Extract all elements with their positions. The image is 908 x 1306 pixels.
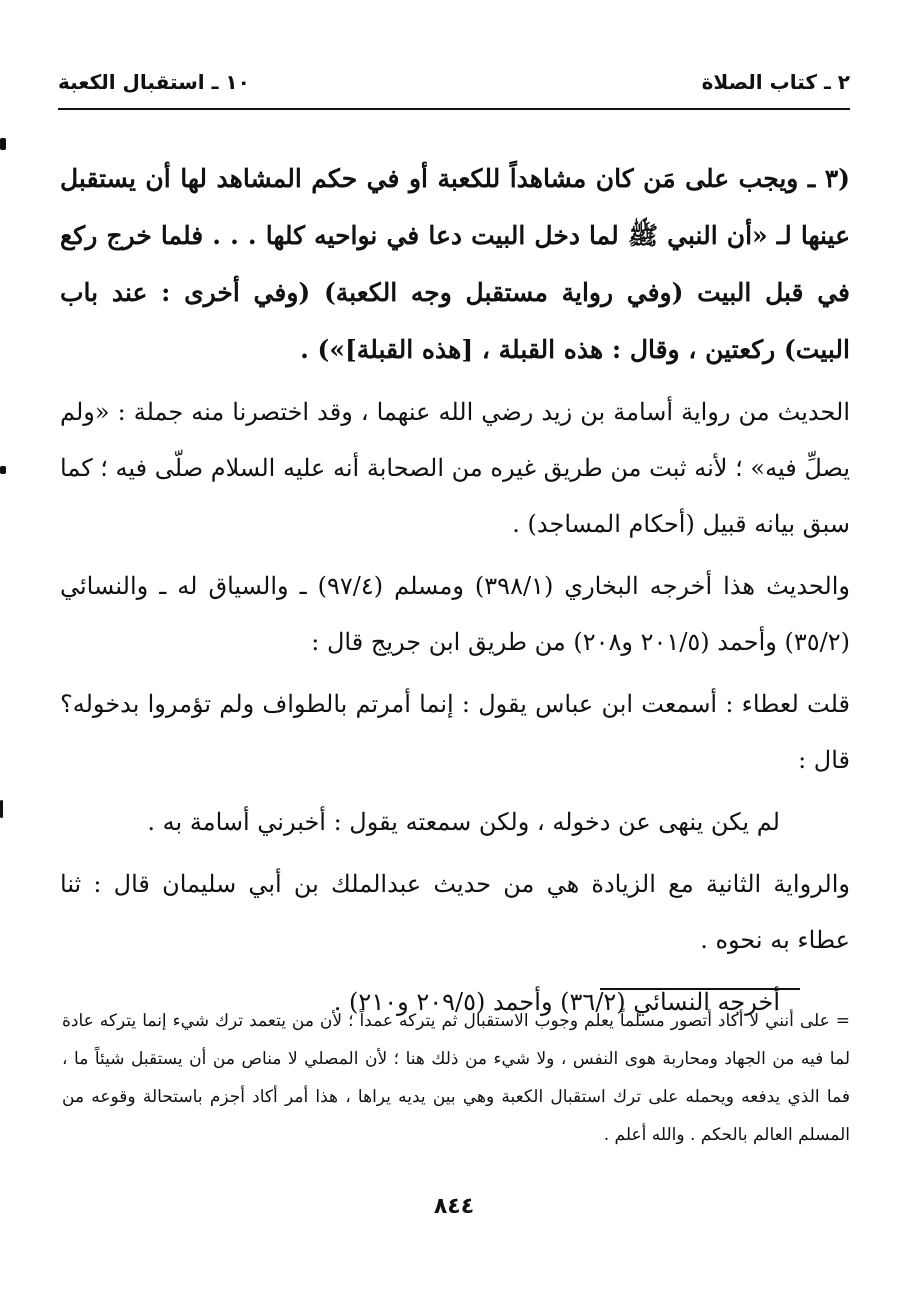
narration-answer: لم يكن ينهى عن دخوله ، ولكن سمعته يقول : أخبرني أسامة به . — [147, 808, 780, 836]
header-divider — [58, 108, 850, 110]
page-number: ٨٤٤ — [433, 1194, 475, 1219]
scan-edge-mark — [0, 138, 6, 150]
scan-edge-mark — [0, 800, 3, 818]
final-takhrij-paragraph: أخرجه النسائي (٣٦/٢) وأحمد (٢٠٩/٥ و٢١٠) . — [333, 988, 780, 1016]
narration-question: قلت لعطاء : أسمعت ابن عباس يقول : إنما أمرتم بالطواف ولم تؤمروا بدخوله؟ قال : — [60, 690, 850, 774]
footnote-divider — [600, 988, 800, 990]
scan-edge-mark — [0, 466, 6, 474]
running-head — [58, 62, 850, 102]
main-text — [60, 150, 850, 1036]
commentary-paragraph: الحديث من رواية أسامة بن زيد رضي الله عنهما ، وقد اختصرنا منه جملة : «ولم يصلِّ فيه» ؛ لأنه ثبت من طريق غيره من الصحابة أنه عليه السلام صلّى فيه ؛ كما سبق بيانه قبيل (أحكام المساجد) . — [60, 398, 850, 538]
hadith-paragraph: (٣ ـ ويجب على مَن كان مشاهداً للكعبة أو في حكم المشاهد لها أن يستقبل عينها لـ «أن النبي ﷺ لما دخل البيت دعا في نواحيه كلها . . . فلما خرج ركع في قبل البيت (وفي رواية مستقبل وجه الكعبة) (وفي أخرى : عند باب البيت) ركعتين ، وقال : هذه القبلة ، [هذه القبلة]») . — [60, 164, 850, 364]
second-narration-paragraph: والرواية الثانية مع الزيادة هي من حديث عبدالملك بن أبي سليمان قال : ثنا عطاء به نحوه . — [60, 870, 851, 954]
chapter-title: ٢ ـ كتاب الصلاة — [701, 70, 850, 94]
footnote-text: = على أنني لا أكاد أتصور مسلماً يعلم وجوب الاستقبال ثم يتركه عمداً ؛ لأن من يتعمد ترك شيء إنما يتركه عادة لما فيه من الجهاد ومحاربة هوى النفس ، ولا شيء من ذلك هنا ؛ لأن المصلي لا مناص من أن يستقبل شيئاً ما ، فما الذي يدفعه ويحمله على ترك استقبال الكعبة وهي بين يديه يراها ، هذا أمر أكاد أجزم باستحالة وقوعه من المسلم العالم بالحكم . والله أعلم . — [62, 1011, 850, 1145]
section-title: ١٠ ـ استقبال الكعبة — [58, 70, 250, 94]
takhrij-paragraph: والحديث هذا أخرجه البخاري (٣٩٨/١) ومسلم (٩٧/٤) ـ والسياق له ـ والنسائي (٣٥/٢) وأحمد (٢٠١/٥ و٢٠٨) من طريق ابن جريج قال : — [60, 572, 850, 656]
footnote — [62, 1002, 850, 1154]
